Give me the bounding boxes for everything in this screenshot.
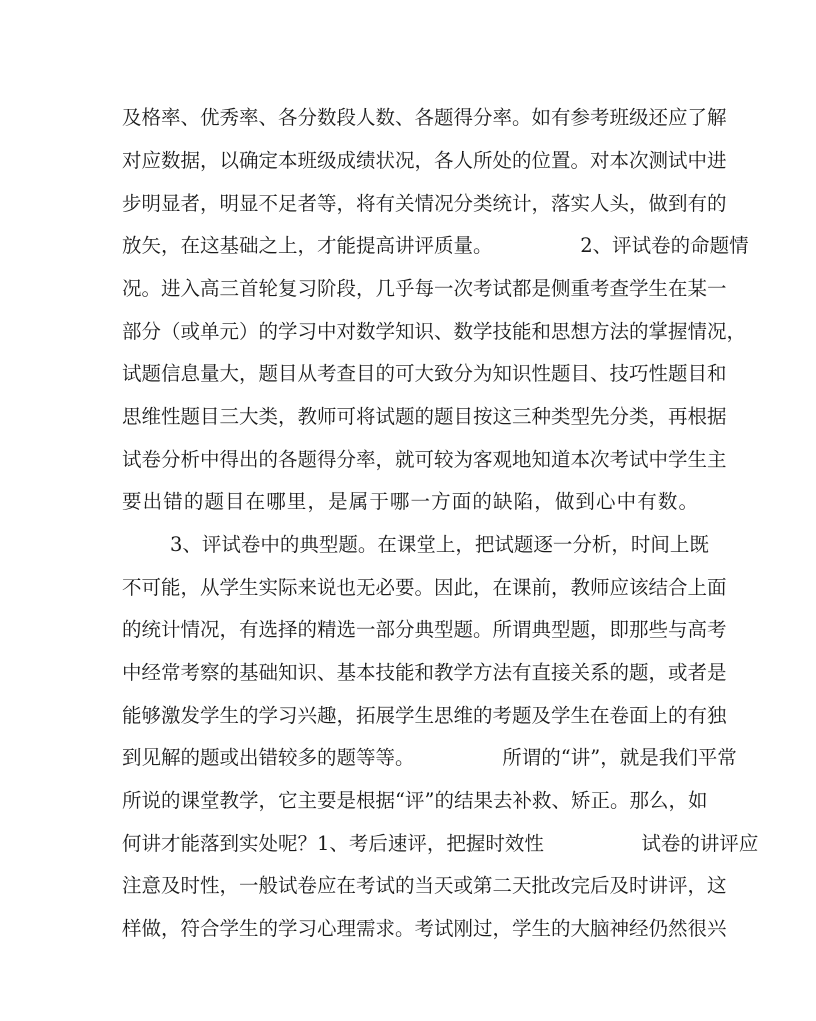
text-line: 样做，符合学生的学习心理需求。考试刚过，学生的大脑神经仍然很兴 [122, 917, 727, 940]
text-line: 对应数据，以确定本班级成绩状况，各人所处的位置。对本次测试中进 [122, 149, 727, 172]
text-line: 试卷分析中得出的各题得分率，就可较为客观地知道本次考试中学生主 [122, 448, 727, 471]
text-line: 况。进入高三首轮复习阶段，几乎每一次考试都是侧重考查学生在某一 [122, 277, 727, 300]
text-line: 步明显者，明显不足者等，将有关情况分类统计，落实人头，做到有的 [122, 192, 727, 215]
text-line: 能够激发学生的学习兴趣，拓展学生思维的考题及学生在卷面上的有独 [122, 704, 727, 727]
text-line: 不可能，从学生实际来说也无必要。因此，在课前，教师应该结合上面 [122, 576, 727, 599]
text-line: 何讲才能落到实处呢？1、考后速评，把握时效性 试卷的讲评应 [122, 832, 759, 855]
text-line: 及格率、优秀率、各分数段人数、各题得分率。如有参考班级还应了解 [122, 106, 727, 129]
text-line: 部分（或单元）的学习中对数学知识、数学技能和思想方法的掌握情况， [122, 320, 747, 343]
text-line: 试题信息量大，题目从考查目的可大致分为知识性题目、技巧性题目和 [122, 362, 727, 385]
text-line: 要出错的题目在哪里，是属于哪一方面的缺陷，做到心中有数。 [122, 490, 698, 513]
paragraph-first-line: 3、评试卷中的典型题。在课堂上，把试题逐一分析，时间上既 [170, 533, 709, 556]
text-line: 的统计情况，有选择的精选一部分典型题。所谓典型题，即那些与高考 [122, 618, 727, 641]
text-line: 所说的课堂教学，它主要是根据“评”的结果去补救、矫正。那么，如 [122, 789, 708, 812]
text-line: 注意及时性，一般试卷应在考试的当天或第二天批改完后及时讲评，这 [122, 874, 727, 897]
text-line: 思维性题目三大类，教师可将试题的题目按这三种类型先分类，再根据 [122, 405, 727, 428]
text-line: 放矢，在这基础之上，才能提高讲评质量。 2、评试卷的命题情 [122, 234, 749, 257]
text-line: 到见解的题或出错较多的题等等。 所谓的“讲”，就是我们平常 [122, 746, 737, 769]
text-line: 中经常考察的基础知识、基本技能和教学方法有直接关系的题，或者是 [122, 661, 727, 684]
